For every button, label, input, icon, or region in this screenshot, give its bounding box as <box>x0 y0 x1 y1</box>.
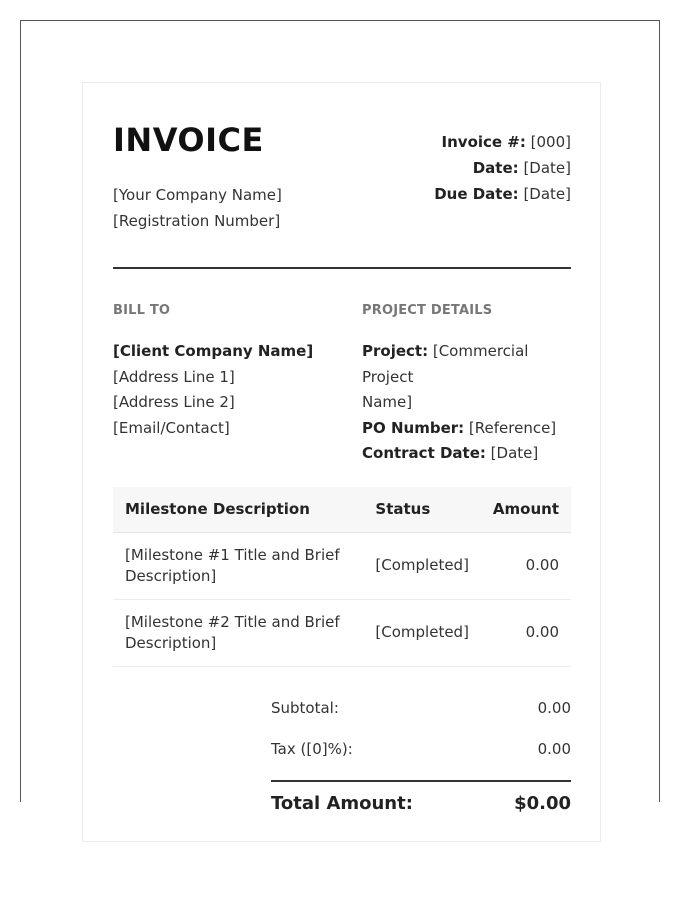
client-contact: [Email/Contact] <box>113 418 230 437</box>
project-line <box>362 339 577 390</box>
project-label: Project: <box>362 342 429 360</box>
invoice-date-value: [Date] <box>523 159 571 177</box>
subtotal-value: 0.00 <box>537 699 571 717</box>
bill-to-block <box>113 339 343 441</box>
header-milestone-description: Milestone Description <box>113 487 363 532</box>
header-divider <box>113 267 571 269</box>
milestone-description-line: [Milestone #1 Title and Brief <box>125 545 340 564</box>
due-date-label: Due Date: <box>434 185 519 203</box>
contract-date-value: [Date] <box>490 444 539 462</box>
po-number-line <box>362 416 577 442</box>
project-value: [Commercial Project <box>362 342 529 386</box>
milestone-description-line: Description] <box>125 566 217 585</box>
totals-divider <box>271 780 571 782</box>
amount-cell: 0.00 <box>481 532 571 599</box>
page-frame <box>20 20 660 814</box>
company-info <box>113 182 282 234</box>
project-value-cont: Name] <box>362 393 413 411</box>
address-line-2: [Address Line 2] <box>113 393 235 411</box>
total-value: $0.00 <box>514 793 571 814</box>
project-details-heading: PROJECT DETAILS <box>362 303 493 318</box>
bill-to-heading: BILL TO <box>113 303 171 318</box>
total-label: Total Amount: <box>271 793 413 814</box>
due-date-line <box>434 181 571 207</box>
po-number-value: [Reference] <box>468 418 557 437</box>
milestones-table <box>113 487 571 667</box>
invoice-meta <box>434 129 571 207</box>
invoice-date-label: Date: <box>472 159 519 177</box>
table-header-row <box>113 487 571 532</box>
tax-label: Tax ([0]%): <box>271 740 353 758</box>
amount-cell: 0.00 <box>481 599 571 666</box>
milestone-description-line: [Milestone #2 Title and Brief <box>125 612 340 631</box>
table-row <box>113 532 571 599</box>
header-status: Status <box>363 487 481 532</box>
invoice-date-line <box>434 155 571 181</box>
totals-block <box>271 688 571 770</box>
client-company-name <box>113 339 343 365</box>
invoice-number-line <box>434 129 571 155</box>
invoice-number-label: Invoice #: <box>441 133 526 151</box>
status-cell: [Completed] <box>363 532 481 599</box>
contract-date-label: Contract Date: <box>362 444 486 462</box>
tax-value: 0.00 <box>537 740 571 758</box>
tax-row <box>271 729 571 770</box>
milestone-description-line: Description] <box>125 633 217 652</box>
invoice-number-value: [000] <box>530 133 571 151</box>
invoice-title: INVOICE <box>113 121 264 159</box>
address-line-1: [Address Line 1] <box>113 367 235 386</box>
registration-number: [Registration Number] <box>113 212 281 230</box>
client-company-name-text: [Client Company Name] <box>113 342 314 360</box>
invoice-sheet <box>82 82 601 842</box>
po-number-label: PO Number: <box>362 418 465 437</box>
milestone-description-cell <box>113 532 363 599</box>
milestone-description-cell <box>113 599 363 666</box>
project-details-block <box>362 339 577 467</box>
subtotal-label: Subtotal: <box>271 699 339 717</box>
due-date-value: [Date] <box>523 185 571 203</box>
contract-date-line <box>362 441 577 467</box>
table-row <box>113 599 571 666</box>
status-cell: [Completed] <box>363 599 481 666</box>
total-row <box>271 793 571 814</box>
subtotal-row <box>271 688 571 729</box>
company-name: [Your Company Name] <box>113 186 282 204</box>
header-amount: Amount <box>481 487 571 532</box>
